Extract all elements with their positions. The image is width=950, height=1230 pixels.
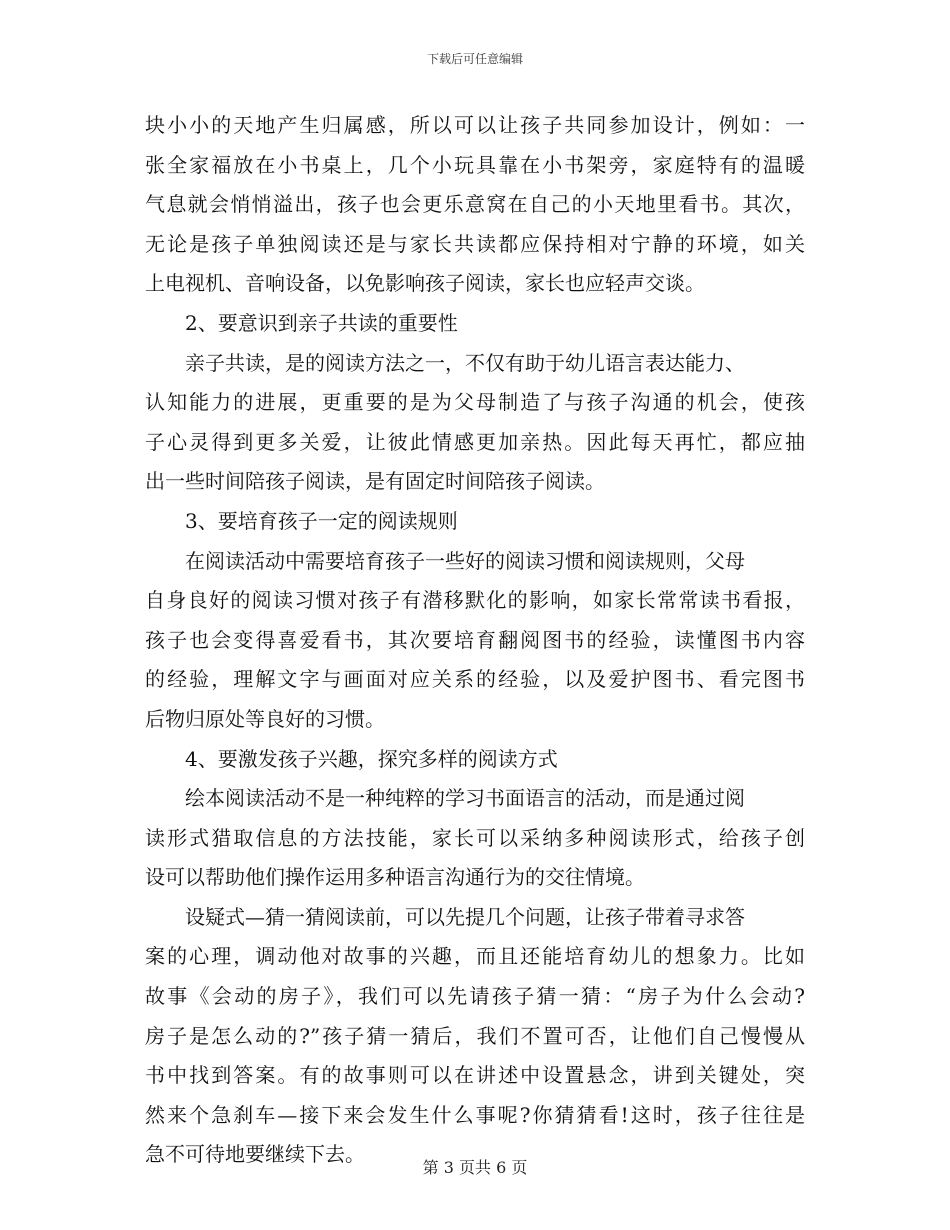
paragraph-line: 上电视机、音响设备，以免影响孩子阅读，家长也应轻声交谈。: [145, 271, 705, 296]
paragraph-line: 然来个急刹车—接下来会发生什么事呢?你猜猜看!这时，孩子往往是: [145, 1102, 805, 1127]
paragraph-line: 设可以帮助他们操作运用多种语言沟通行为的交往情境。: [145, 865, 645, 890]
paragraph-line: 故事《会动的房子》，我们可以先请孩子猜一猜：“房子为什么会动?: [145, 984, 805, 1009]
paragraph-line: 在阅读活动中需要培育孩子一些好的阅读习惯和阅读规则，父母: [185, 548, 745, 573]
paragraph-line: 急不可待地要继续下去。: [145, 1142, 365, 1167]
paragraph-line: 子心灵得到更多关爱，让彼此情感更加亲热。因此每天再忙，都应抽: [145, 429, 805, 454]
paragraph-line: 后物归原处等良好的习惯。: [145, 706, 385, 731]
section-heading: 3、要培育孩子一定的阅读规则: [185, 508, 458, 533]
paragraph-line: 的经验，理解文字与画面对应关系的经验，以及爱护图书、看完图书: [145, 667, 805, 692]
document-body: [145, 106, 805, 1175]
paragraph-line: 读形式猎取信息的方法技能，家长可以采纳多种阅读形式，给孩子创: [145, 825, 805, 850]
paragraph-line: 气息就会悄悄溢出，孩子也会更乐意窝在自己的小天地里看书。其次，: [145, 192, 805, 217]
paragraph-line: 设疑式—猜一猜阅读前，可以先提几个问题，让孩子带着寻求答: [185, 904, 745, 929]
section-heading: 4、要激发孩子兴趣，探究多样的阅读方式: [185, 746, 558, 771]
paragraph-line: 案的心理，调动他对故事的兴趣，而且还能培育幼儿的想象力。比如: [145, 944, 805, 969]
page-header: 下载后可任意编辑: [426, 52, 523, 66]
paragraph-line: 出一些时间陪孩子阅读，是有固定时间陪孩子阅读。: [145, 469, 605, 494]
paragraph-line: 孩子也会变得喜爱看书，其次要培育翻阅图书的经验，读懂图书内容: [145, 627, 805, 652]
paragraph-line: 书中找到答案。有的故事则可以在讲述中设置悬念，讲到关键处，突: [145, 1063, 805, 1088]
paragraph-line: 块小小的天地产生归属感，所以可以让孩子共同参加设计，例如：一: [145, 113, 805, 137]
paragraph-line: 无论是孩子单独阅读还是与家长共读都应保持相对宁静的环境，如关: [145, 231, 805, 256]
paragraph-line: 房子是怎么动的?”孩子猜一猜后，我们不置可否，让他们自己慢慢从: [145, 1023, 805, 1048]
paragraph-line: 张全家福放在小书桌上，几个小玩具靠在小书架旁，家庭特有的温暖: [145, 152, 805, 177]
paragraph-line: 认知能力的进展，更重要的是为父母制造了与孩子沟通的机会，使孩: [145, 390, 805, 415]
paragraph-line: 绘本阅读活动不是一种纯粹的学习书面语言的活动，而是通过阅: [185, 786, 745, 811]
page-number: 第 3 页共 6 页: [422, 1158, 528, 1177]
section-heading: 2、要意识到亲子共读的重要性: [185, 310, 458, 335]
paragraph-line: 亲子共读，是的阅读方法之一，不仅有助于幼儿语言表达能力、: [185, 350, 745, 375]
paragraph-line: 自身良好的阅读习惯对孩子有潜移默化的影响，如家长常常读书看报，: [145, 588, 805, 613]
